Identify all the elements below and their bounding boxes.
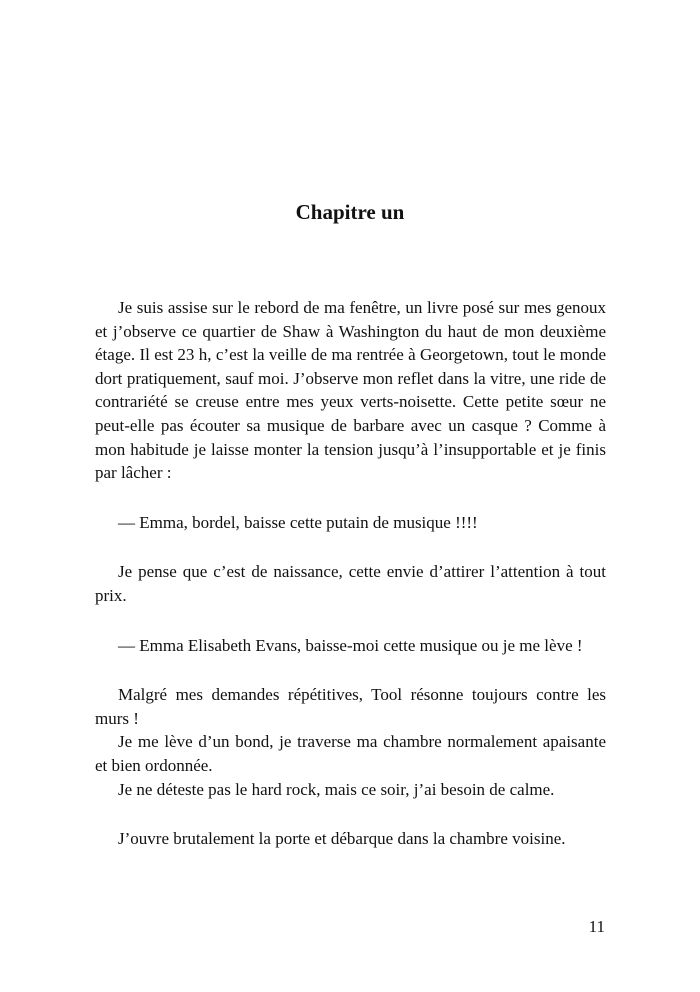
- paragraph: — Emma, bordel, baisse cette putain de musique !!!!: [118, 512, 478, 532]
- paragraph: Malgré mes demandes répétitives, Tool résonne toujours contre les murs !: [95, 685, 606, 728]
- paragraph: Je me lève d’un bond, je traverse ma chambre normalement apaisante et bien ordonnée.: [95, 732, 606, 775]
- page-number: 11: [588, 917, 605, 936]
- paragraph: — Emma Elisabeth Evans, baisse-moi cette musique ou je me lève !: [118, 635, 583, 655]
- paragraph: Je pense que c’est de naissance, cette envie d’attirer l’attention à tout prix.: [95, 562, 606, 605]
- paragraph: Je suis assise sur le rebord de ma fenêtre, un livre posé sur mes genoux et j’observe ce quartier de Shaw à Washington du haut de mon deuxième étage. Il est 23 h, c’est la veille de ma rentrée à Georgetown, tout le monde dort pratiquement, sauf moi. J’observe mon reflet dans la vitre, une ride de contrariété se creuse entre mes yeux verts-noisette. Cette petite sœur ne peut-elle pas écouter sa musique de barbare avec un casque ? Comme à mon habitude je laisse monter la tension jusqu’à l’insupportable et je finis par lâcher :: [95, 298, 606, 483]
- paragraph: Je ne déteste pas le hard rock, mais ce soir, j’ai besoin de calme.: [118, 779, 555, 799]
- chapter-body: [95, 296, 606, 851]
- paragraph: J’ouvre brutalement la porte et débarque dans la chambre voisine.: [118, 829, 566, 849]
- chapter-title: Chapitre un: [295, 200, 405, 224]
